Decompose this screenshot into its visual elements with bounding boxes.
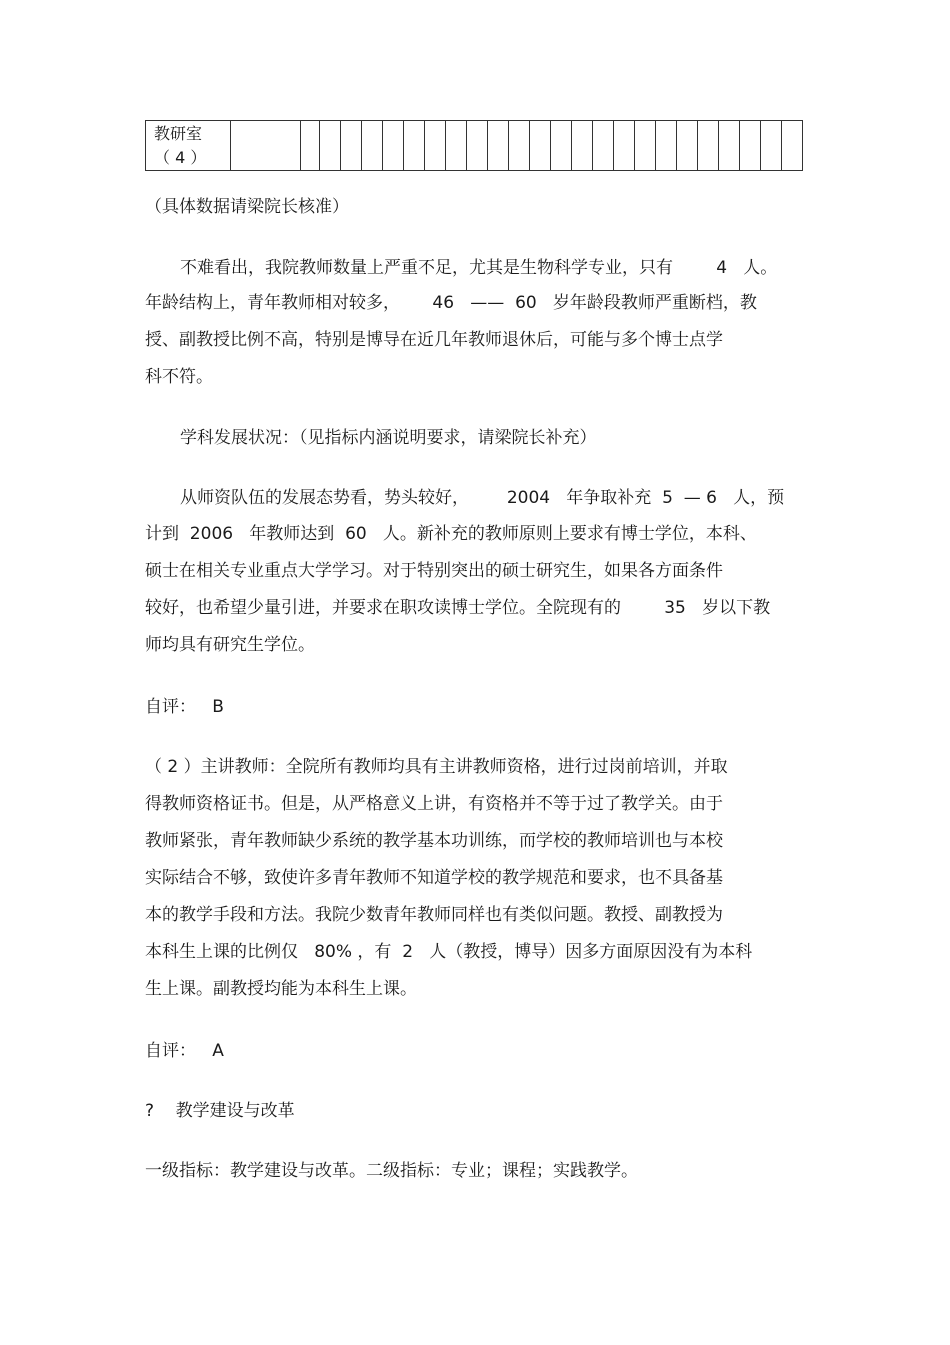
paragraph-line: （ 2 ）主讲教师：全院所有教师均具有主讲教师资格，进行过岗前培训，并取 bbox=[145, 757, 728, 777]
paragraph-line: 实际结合不够，致使许多青年教师不知道学校的教学规范和要求，也不具备基 bbox=[145, 868, 723, 888]
paragraph-line: 不难看出，我院教师数量上严重不足，尤其是生物科学专业，只有 4 人。 bbox=[180, 258, 778, 278]
table-cell bbox=[301, 121, 320, 171]
table-cell bbox=[740, 121, 761, 171]
table-cell bbox=[425, 121, 446, 171]
table-cell bbox=[551, 121, 572, 171]
self-evaluation: 自评： B bbox=[145, 697, 224, 717]
table-row bbox=[146, 121, 803, 171]
table-cell bbox=[404, 121, 425, 171]
staff-table-fragment bbox=[145, 120, 803, 171]
table-cell bbox=[572, 121, 593, 171]
self-evaluation: 自评： A bbox=[145, 1041, 224, 1061]
paragraph-line: 授、副教授比例不高，特别是博导在近几年教师退休后，可能与多个博士点学 bbox=[145, 330, 723, 350]
paragraph-line: 教师紧张，青年教师缺少系统的教学基本功训练，而学校的教师培训也与本校 bbox=[145, 831, 723, 851]
table-cell bbox=[635, 121, 656, 171]
paragraph-line: 较好，也希望少量引进，并要求在职攻读博士学位。全院现有的 35 岁以下教 bbox=[145, 598, 771, 618]
paragraph-line: 本的教学手段和方法。我院少数青年教师同样也有类似问题。教授、副教授为 bbox=[145, 905, 723, 925]
row-label-line1: 教研室 bbox=[154, 124, 203, 143]
data-verification-note: （具体数据请梁院长核准） bbox=[145, 197, 349, 217]
table-cell bbox=[488, 121, 509, 171]
paragraph-line: 计到 2006 年教师达到 60 人。新补充的教师原则上要求有博士学位，本科、 bbox=[145, 524, 757, 544]
subject-status-line: 学科发展状况：（见指标内涵说明要求，请梁院长补充） bbox=[180, 428, 597, 448]
table-cell bbox=[467, 121, 488, 171]
table-cell bbox=[719, 121, 740, 171]
table-cell bbox=[677, 121, 698, 171]
table-cell bbox=[320, 121, 341, 171]
table-cell bbox=[341, 121, 362, 171]
table-cell bbox=[446, 121, 467, 171]
paragraph-line: 得教师资格证书。但是，从严格意义上讲，有资格并不等于过了教学关。由于 bbox=[145, 794, 723, 814]
table-cell bbox=[614, 121, 635, 171]
table-cell bbox=[698, 121, 719, 171]
table-cell bbox=[593, 121, 614, 171]
paragraph-line: 本科生上课的比例仅 80% ，有 2 人（教授，博导）因多方面原因没有为本科 bbox=[145, 942, 753, 962]
table-cell bbox=[362, 121, 383, 171]
table-cell bbox=[231, 121, 301, 171]
paragraph-line: 从师资队伍的发展态势看，势头较好， 2004 年争取补充 5 — 6 人，预 bbox=[180, 488, 785, 508]
table-cell bbox=[509, 121, 530, 171]
section-heading: ? 教学建设与改革 bbox=[145, 1101, 295, 1121]
indicator-line: 一级指标：教学建设与改革。二级指标：专业；课程；实践教学。 bbox=[145, 1161, 638, 1181]
table-row-label bbox=[146, 121, 231, 171]
paragraph-line: 年龄结构上，青年教师相对较多， 46 —— 60 岁年龄段教师严重断档，教 bbox=[145, 293, 757, 313]
table-cell bbox=[530, 121, 551, 171]
paragraph-line: 科不符。 bbox=[145, 367, 213, 387]
table-cell bbox=[656, 121, 677, 171]
paragraph-line: 师均具有研究生学位。 bbox=[145, 635, 315, 655]
table-cell bbox=[782, 121, 803, 171]
paragraph-line: 硕士在相关专业重点大学学习。对于特别突出的硕士研究生，如果各方面条件 bbox=[145, 561, 723, 581]
table-cell bbox=[383, 121, 404, 171]
table-cell bbox=[761, 121, 782, 171]
paragraph-line: 生上课。副教授均能为本科生上课。 bbox=[145, 979, 417, 999]
row-label-line2: （ 4 ） bbox=[154, 148, 207, 167]
